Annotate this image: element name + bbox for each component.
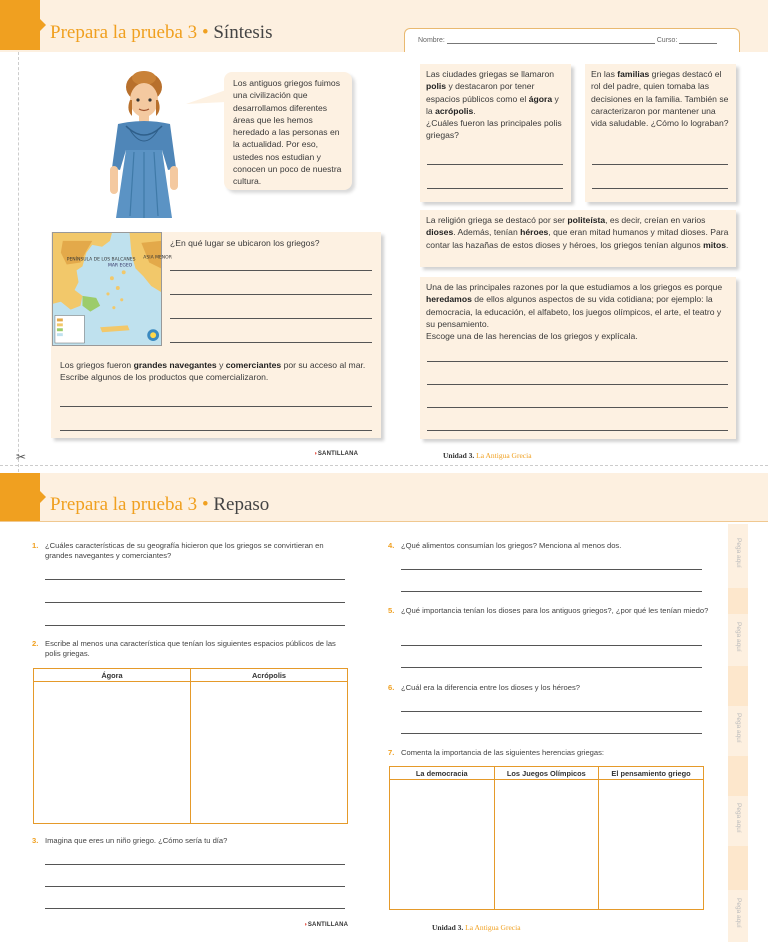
- bold-term: politeísta: [567, 215, 606, 225]
- text-run: .: [726, 239, 729, 250]
- glue-label: Pega aquí: [735, 538, 742, 568]
- answer-line[interactable]: [427, 384, 728, 385]
- cut-line-vertical: [18, 52, 19, 472]
- herencias-text: [426, 281, 730, 342]
- title-main: Prepara la prueba 3: [50, 22, 198, 43]
- question-number: 6.: [388, 683, 395, 692]
- answer-line[interactable]: [427, 188, 563, 189]
- table-cell[interactable]: [191, 682, 348, 824]
- text-run: Los griegos fueron: [60, 360, 134, 370]
- name-course-row: [418, 37, 717, 44]
- unit-name: La Antigua Grecia: [476, 451, 532, 460]
- question-text: ¿Cuál era la diferencia entre los dioses y los héroes?: [401, 683, 580, 692]
- glue-strip-dark: [728, 846, 748, 890]
- bold-term: heredamos: [426, 294, 472, 305]
- cut-line-horizontal: [0, 465, 768, 466]
- navegantes-text: [60, 359, 374, 384]
- repaso-header-rule: [0, 521, 768, 522]
- logo-icon: ◗: [314, 451, 318, 457]
- bold-term: polis: [426, 81, 447, 92]
- text-run: Una de las principales razones por la que estudiamos a los griegos es porque: [426, 282, 723, 292]
- answer-line[interactable]: [45, 602, 345, 603]
- question-5: [388, 606, 711, 616]
- answer-line[interactable]: [45, 625, 345, 626]
- question-text: ¿Qué alimentos consumían los griegos? Menciona al menos dos.: [401, 541, 622, 550]
- herencias-card: [420, 277, 736, 439]
- column-header: Los Juegos Olímpicos: [494, 767, 599, 780]
- herencias-question: Escoge una de las herencias de los griegos y explícala.: [426, 331, 638, 342]
- footer-unit: [443, 451, 532, 460]
- greek-girl-illustration: [96, 70, 192, 222]
- question-3: [32, 836, 350, 846]
- question-1: [32, 541, 350, 561]
- answer-line[interactable]: [45, 579, 345, 580]
- text-run: de ellos algunos aspectos de su vida cotidiana; por ejemplo: la democracia, la educación, el alfabeto, los juegos olímpicos, el arte, el teatro y su pensamiento.: [426, 294, 722, 329]
- bold-term: dioses: [426, 227, 454, 238]
- question-number: 2.: [32, 639, 39, 648]
- question-number: 1.: [32, 541, 39, 550]
- answer-line[interactable]: [427, 407, 728, 408]
- answer-line[interactable]: [401, 591, 702, 592]
- answer-line[interactable]: [401, 733, 702, 734]
- familias-text: [591, 68, 731, 129]
- answer-line[interactable]: [427, 164, 563, 165]
- answer-line[interactable]: [45, 886, 345, 887]
- unit-number: Unidad 3.: [443, 451, 475, 460]
- answer-line[interactable]: [170, 270, 372, 271]
- unit-name: La Antigua Grecia: [465, 923, 521, 932]
- question-7: [388, 748, 711, 758]
- title-main: Prepara la prueba 3: [50, 494, 198, 515]
- glue-label: Pega aquí: [735, 803, 742, 833]
- footer-unit: [432, 923, 521, 932]
- question-number: 7.: [388, 748, 395, 757]
- unit-number: Unidad 3.: [432, 923, 464, 932]
- map-label-peninsula: PENÍNSULA DE LOS BALCANES: [66, 257, 136, 263]
- question-number: 3.: [32, 836, 39, 845]
- logo-text: SANTILLANA: [317, 451, 359, 457]
- glue-strip: [728, 890, 748, 942]
- question-text: Imagina que eres un niño griego. ¿Cómo sería tu día?: [45, 836, 228, 845]
- header-tab: [0, 0, 40, 50]
- text-run: y destacaron por tener espacios públicos como el: [426, 81, 535, 104]
- question-4: [388, 541, 711, 551]
- speech-bubble: [224, 72, 352, 190]
- glue-strip: [728, 524, 748, 588]
- answer-line[interactable]: [170, 294, 372, 295]
- repaso-title: [50, 494, 269, 516]
- glue-strip-dark: [728, 756, 748, 796]
- bold-term: mitos: [703, 239, 727, 250]
- text-run: . Además, tenían: [453, 227, 521, 238]
- text-run: y: [216, 360, 226, 370]
- question-text: ¿Qué importancia tenían los dioses para los antiguos griegos?, ¿por qué les tenían miedo?: [401, 606, 709, 615]
- polis-question: ¿Cuáles fueron las principales polis griegas?: [426, 118, 562, 141]
- q7-table: [389, 766, 704, 910]
- text-run: y la: [426, 93, 559, 116]
- glue-label: Pega aquí: [735, 713, 742, 743]
- familias-card: [585, 64, 736, 202]
- answer-line[interactable]: [45, 864, 345, 865]
- repaso-header-tab: [0, 473, 40, 521]
- table-cell[interactable]: [390, 780, 495, 910]
- question-number: 5.: [388, 606, 395, 615]
- question-2: [32, 639, 350, 659]
- question-number: 4.: [388, 541, 395, 550]
- table-cell[interactable]: [34, 682, 191, 824]
- map-label-asia: ASIA MENOR: [143, 255, 172, 261]
- answer-line[interactable]: [427, 361, 728, 362]
- bold-term: familias: [617, 69, 650, 79]
- santillana-logo: [304, 922, 348, 928]
- page-title: [50, 22, 272, 44]
- question-text: ¿Cuáles características de su geografía hicieron que los griegos se convirtieran en grandes navegantes y comerciantes?: [45, 541, 324, 560]
- religion-text: [426, 214, 730, 251]
- table-cell[interactable]: [494, 780, 599, 910]
- bold-term: comerciantes: [225, 360, 282, 370]
- logo-text: SANTILLANA: [307, 922, 349, 928]
- course-field[interactable]: [679, 37, 717, 44]
- glue-strip: [728, 706, 748, 756]
- glue-strip-dark: [728, 588, 748, 614]
- question-6: [388, 683, 711, 693]
- answer-line[interactable]: [170, 342, 372, 343]
- q2-table: [33, 668, 348, 824]
- answer-line[interactable]: [592, 188, 728, 189]
- question-text: Escribe al menos una característica que tenían los siguientes espacios públicos de las polis griegas.: [45, 639, 336, 658]
- title-bullet: •: [201, 22, 209, 43]
- speech-bubble-tail: [186, 88, 226, 108]
- answer-line[interactable]: [401, 569, 702, 570]
- bold-term: héroes: [520, 227, 549, 238]
- text-run: La religión griega se destacó por ser: [426, 215, 568, 225]
- name-field[interactable]: [447, 37, 655, 44]
- logo-icon: ◗: [304, 922, 308, 928]
- polis-card: [420, 64, 571, 202]
- map-question: ¿En qué lugar se ubicaron los griegos?: [170, 238, 320, 248]
- santillana-logo: [314, 451, 358, 457]
- polis-text: [426, 68, 566, 142]
- answer-line[interactable]: [60, 406, 372, 407]
- column-header: Ágora: [34, 669, 191, 682]
- bold-term: acrópolis: [435, 105, 474, 116]
- text-run: por su acceso al mar. Escribe algunos de los productos que comercializaron.: [60, 360, 366, 383]
- column-header: La democracia: [390, 767, 495, 780]
- course-label: Curso:: [656, 37, 678, 44]
- text-run: , que eran mitad humanos y mitad dioses. Para contar las hazañas de estos dioses y héroes, los griegos tenían algunos: [426, 227, 729, 250]
- greece-map: [52, 232, 172, 346]
- question-text: Comenta la importancia de las siguientes herencias griegas:: [401, 748, 605, 757]
- answer-line[interactable]: [401, 667, 702, 668]
- answer-line[interactable]: [401, 711, 702, 712]
- glue-label: Pega aquí: [735, 898, 742, 928]
- table-cell[interactable]: [599, 780, 704, 910]
- title-sub: Síntesis: [213, 22, 273, 43]
- text-run: griegas destacó el rol del padre, quien tomaba las decisiones en la familia. También se caracterizaron por mantener una vida saludable. ¿Cómo lo lograban?: [591, 69, 729, 129]
- glue-strip: [728, 614, 748, 666]
- title-sub: Repaso: [213, 494, 270, 515]
- title-bullet: •: [201, 494, 209, 515]
- glue-strip: [728, 796, 748, 846]
- text-run: En las: [591, 69, 618, 79]
- text-run: , es decir, creían en varios: [605, 215, 706, 225]
- bold-term: grandes navegantes: [133, 360, 217, 370]
- name-label: Nombre:: [418, 37, 445, 44]
- glue-strip-dark: [728, 666, 748, 706]
- column-header: El pensamiento griego: [599, 767, 704, 780]
- answer-line[interactable]: [401, 645, 702, 646]
- map-label-sea: MAR EGEO: [107, 263, 133, 269]
- answer-line[interactable]: [592, 164, 728, 165]
- bubble-text: Los antiguos griegos fuimos una civilización que desarrollamos diferentes áreas que les hemos heredado a las personas en la actualidad. Por eso, ustedes nos estudian y conocen un poco de nuestra cultura.: [233, 78, 342, 187]
- answer-line[interactable]: [427, 430, 728, 431]
- religion-card: [420, 210, 736, 267]
- glue-label: Pega aquí: [735, 622, 742, 652]
- answer-line[interactable]: [170, 318, 372, 319]
- column-header: Acrópolis: [191, 669, 348, 682]
- text-run: Las ciudades griegas se llamaron: [426, 69, 555, 79]
- answer-line[interactable]: [45, 908, 345, 909]
- bold-term: ágora: [528, 93, 553, 104]
- text-run: .: [473, 105, 476, 116]
- answer-line[interactable]: [60, 430, 372, 431]
- scissors-icon: ✂: [16, 450, 27, 464]
